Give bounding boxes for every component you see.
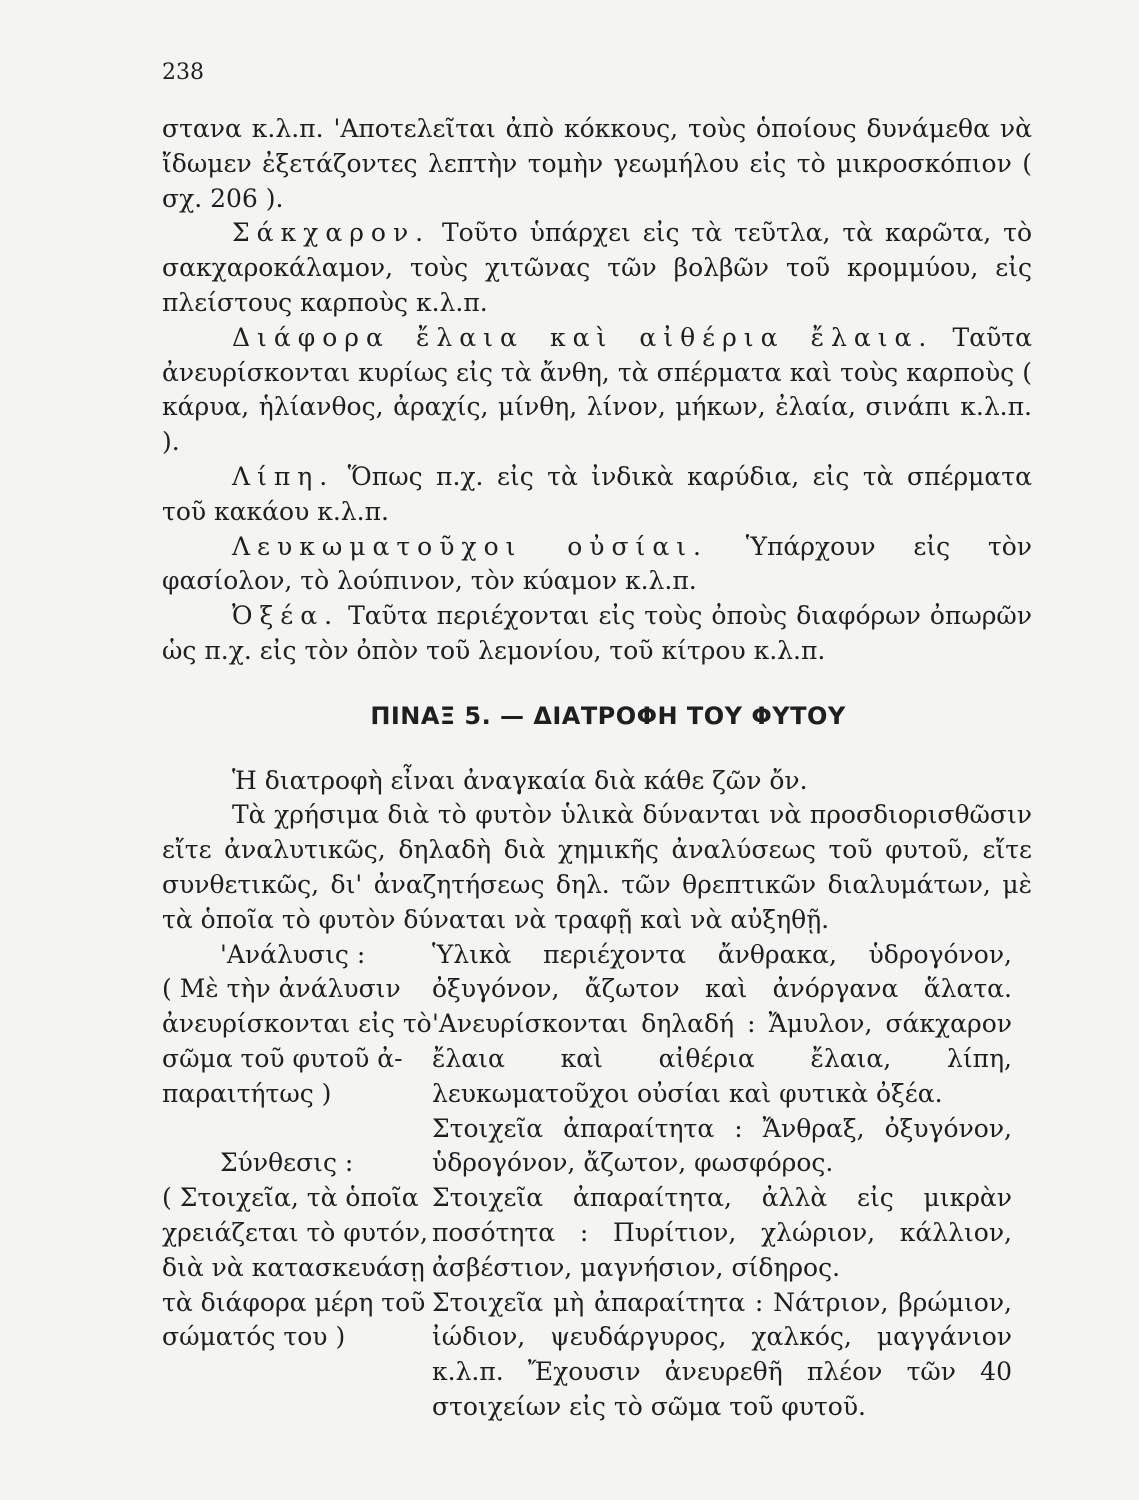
synthesis-note: χρειάζεται τὸ φυτόν, <box>162 1217 429 1247</box>
text-oils: Ταῦτα ἀνευρίσκονται κυρίως εἰς τὰ ἄνθη, τὰ σπέρματα καὶ τοὺς καρποὺς ( κάρυα, ἡλίανθος, ἀραχίς, μίνθη, λίνον, μήκων, ἐλαία, σινάπι κ.λ.π. ). <box>162 322 1032 457</box>
text-protein: Ὑπάρχουν εἰς τὸν φασίολον, τὸ λούπινον, τὸν κύαμον κ.λ.π. <box>162 531 1032 596</box>
analysis-section <box>162 938 1032 1112</box>
page-body <box>162 112 1032 1425</box>
analysis-note: ἀνευρίσκονται εἰς τὸ <box>162 1009 432 1039</box>
analysis-note: σῶμα τοῦ φυτοῦ ἀ- <box>162 1043 403 1073</box>
synthesis-note: διὰ νὰ κατασκευάσῃ <box>162 1252 425 1282</box>
paragraph-starch: στανα κ.λ.π. 'Αποτελεῖται ἀπὸ κόκκους, τοὺς ὁποίους δυνάμεθα νὰ ἴδωμεν ἐξετάζοντες λεπτὴν τομὴν γεωμήλου εἰς τὸ μικροσκόπιον ( σχ. 206 ). <box>162 114 1032 213</box>
analysis-text: Ὑλικὰ περιέχοντα ἄνθρακα, ὑδρογόνον, ὀξυγόνον, ἄζωτον καὶ ἀνόργανα ἅλατα. 'Ανευρίσκονται δηλαδή : Ἄμυλον, σάκχαρον ἔλαια καὶ αἰθέρια ἔλαια, λίπη, λευκωματοῦχοι οὐσίαι καὶ φυτικὰ ὀξέα. <box>432 939 1012 1108</box>
trace-elements: Στοιχεῖα ἀπαραίτητα, ἀλλὰ εἰς μικρὰν ποσότητα : Πυρίτιον, χλώριον, κάλλιον, ἀσβέστιον, μαγνήσιον, σίδηρος. <box>432 1183 1012 1282</box>
paragraph-fat <box>162 460 1032 530</box>
intro-line: Ἡ διατροφὴ εἶναι ἀναγκαία διὰ κάθε ζῶν ὄν. <box>232 765 808 795</box>
table-heading: ΠΙΝΑΞ 5. — ΔΙΑΤΡΟΦΗ ΤΟΥ ΦΥΤΟΥ <box>370 701 846 730</box>
term-oils: Διάφορα ἔλαια καὶ αἰθέρια ἔλαια. <box>232 322 934 352</box>
page-number: 238 <box>162 60 204 85</box>
synthesis-note: τὰ διάφορα μέρη τοῦ <box>162 1287 426 1317</box>
synthesis-note: ( Στοιχεῖα, τὰ ὁποῖα <box>162 1183 419 1213</box>
nonessential-elements: Στοιχεῖα μὴ ἀπαραίτητα : Νάτριον, βρώμιον, ἰώδιον, ψευδάργυρος, χαλκός, μαγγάνιον κ.λ.π. Ἔχουσιν ἀνευρεθῆ πλέον τῶν 40 στοιχείων εἰς τὸ σῶμα τοῦ φυτοῦ. <box>432 1287 1012 1421</box>
intro-paragraph: Τὰ χρήσιμα διὰ τὸ φυτὸν ὑλικὰ δύνανται νὰ προσδιορισθῶσιν εἴτε ἀναλυτικῶς, δηλαδὴ διὰ χημικῆς ἀναλύσεως τοῦ φυτοῦ, εἴτε συνθετικῶς, δι' ἀναζητήσεως δηλ. τῶν θρεπτικῶν διαλυμάτων, μὲ τὰ ὁποῖα τὸ φυτὸν δύναται νὰ τραφῇ καὶ νὰ αὐξηθῇ. <box>162 800 1032 934</box>
text-sugar: Τοῦτο ὑπάρχει εἰς τὰ τεῦτλα, τὰ καρῶτα, τὸ σακχαροκάλαμον, τοὺς χιτῶνας τῶν βολβῶν τοῦ κρομμύου, εἰς πλείστους καρποὺς κ.λ.π. <box>162 218 1032 317</box>
synthesis-section <box>162 1112 1032 1425</box>
paragraph-oils <box>162 321 1032 460</box>
analysis-note: παραιτήτως ) <box>162 1078 332 1108</box>
analysis-content <box>432 938 1012 1112</box>
text-fat: Ὅπως π.χ. εἰς τὰ ἰνδικὰ καρύδια, εἰς τὰ σπέρματα τοῦ κακάου κ.λ.π. <box>162 461 1032 526</box>
term-protein: Λευκωματοῦχοι οὐσίαι. <box>232 531 708 561</box>
synthesis-note: σώματός του ) <box>162 1322 346 1352</box>
term-sugar: Σάκχαρον. <box>232 218 431 248</box>
essential-elements: Στοιχεῖα ἀπαραίτητα : Ἄνθραξ, ὀξυγόνον, ὑδρογόνον, ἄζωτον, φωσφόρος. <box>432 1113 1012 1178</box>
term-acid: Ὀξέα. <box>232 601 340 631</box>
term-fat: Λίπη. <box>232 461 335 491</box>
synthesis-title: Σύνθεσις : <box>220 1148 354 1178</box>
paragraph-protein <box>162 530 1032 600</box>
paragraph-acid <box>162 599 1032 669</box>
analysis-label <box>162 938 432 1112</box>
analysis-title: 'Ανάλυσις : <box>220 939 366 969</box>
synthesis-label <box>162 1112 432 1356</box>
synthesis-content <box>432 1112 1012 1425</box>
text-acid: Ταῦτα περιέχονται εἰς τοὺς ὀποὺς διαφόρων ὀπωρῶν ὡς π.χ. εἰς τὸν ὀπὸν τοῦ λεμονίου, τοῦ κίτρου κ.λ.π. <box>162 601 1032 665</box>
analysis-note: ( Μὲ τὴν ἀνάλυσιν <box>162 974 401 1004</box>
paragraph-sugar <box>162 216 1032 320</box>
